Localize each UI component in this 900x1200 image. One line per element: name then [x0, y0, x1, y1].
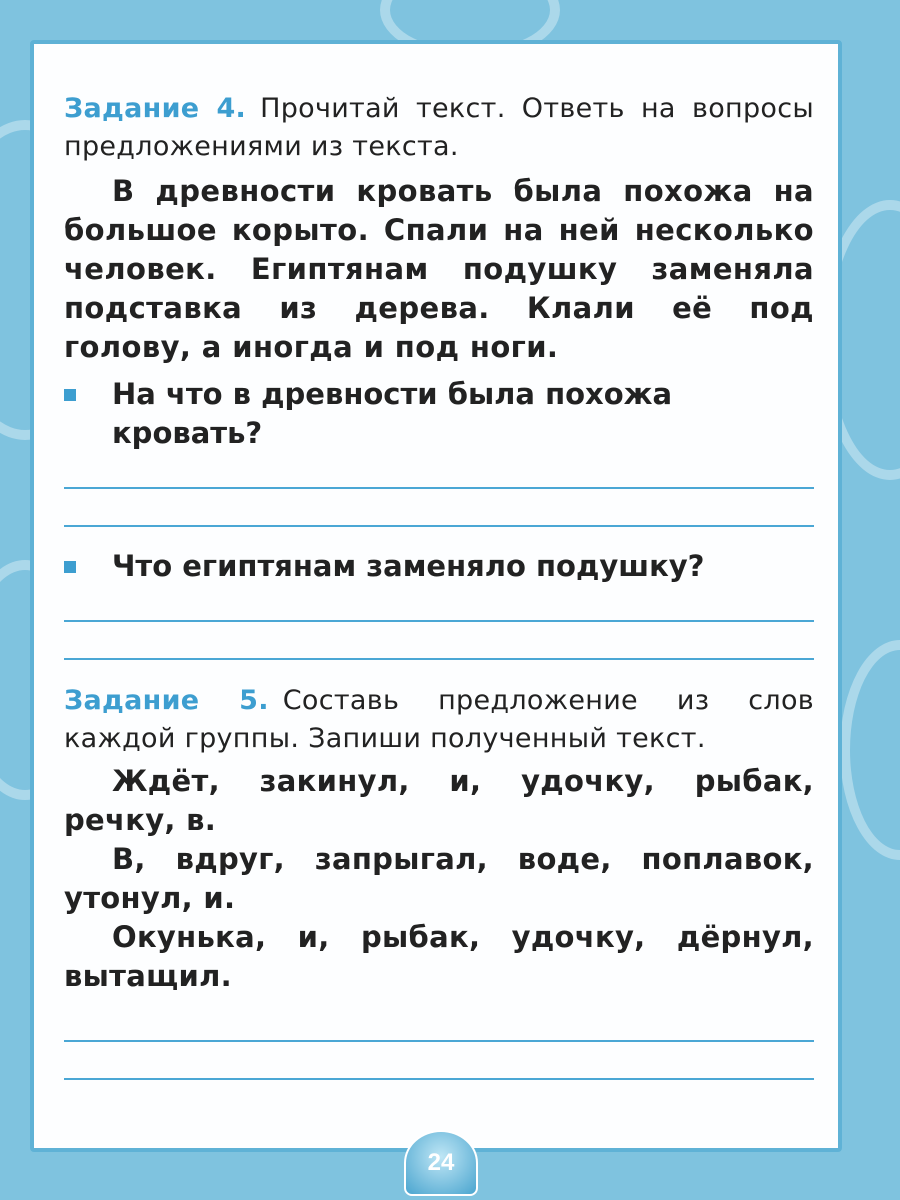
task-4-number: Задание 4.: [64, 93, 247, 124]
workbook-page: [30, 40, 842, 1152]
answer-line[interactable]: [64, 1040, 814, 1042]
square-bullet-icon: [64, 561, 76, 573]
answer-line[interactable]: [64, 487, 814, 489]
page-number-badge: [404, 1130, 478, 1196]
reading-text: [64, 172, 814, 367]
word-group-1: Ждёт, закинул, и, удочку, рыбак, речку, в.: [64, 764, 814, 837]
task-5-header: [64, 682, 814, 758]
question-2-text: Что египтянам заменяло подушку?: [112, 549, 705, 583]
background-swirl: [840, 640, 900, 860]
task-4-instruction: Прочитай текст. Ответь на вопросы предложениями из текста.: [64, 93, 814, 162]
answer-line[interactable]: [64, 658, 814, 660]
reading-paragraph: В древности кровать была похожа на большое корыто. Спали на ней несколько человек. Египтянам подушку заменяла подставка из дерева. Клали её под голову, а иногда и под ноги.: [64, 174, 814, 364]
question-2: [64, 547, 814, 586]
answer-line[interactable]: [64, 1078, 814, 1080]
task-5-instruction: Составь предложение из слов каждой группы. Запиши полученный текст.: [64, 685, 814, 754]
question-1-text: На что в древности была похожа кровать?: [112, 377, 673, 450]
word-groups: [64, 762, 814, 996]
word-group-2: В, вдруг, запрыгал, воде, поплавок, утонул, и.: [64, 842, 814, 915]
answer-line[interactable]: [64, 525, 814, 527]
square-bullet-icon: [64, 389, 76, 401]
page-number: 24: [427, 1149, 455, 1176]
word-group-3: Окунька, и, рыбак, удочку, дёрнул, вытащил.: [64, 920, 814, 993]
task-4-header: [64, 90, 814, 166]
answer-line[interactable]: [64, 620, 814, 622]
question-1: [64, 375, 814, 453]
task-5-number: Задание 5.: [64, 685, 269, 716]
